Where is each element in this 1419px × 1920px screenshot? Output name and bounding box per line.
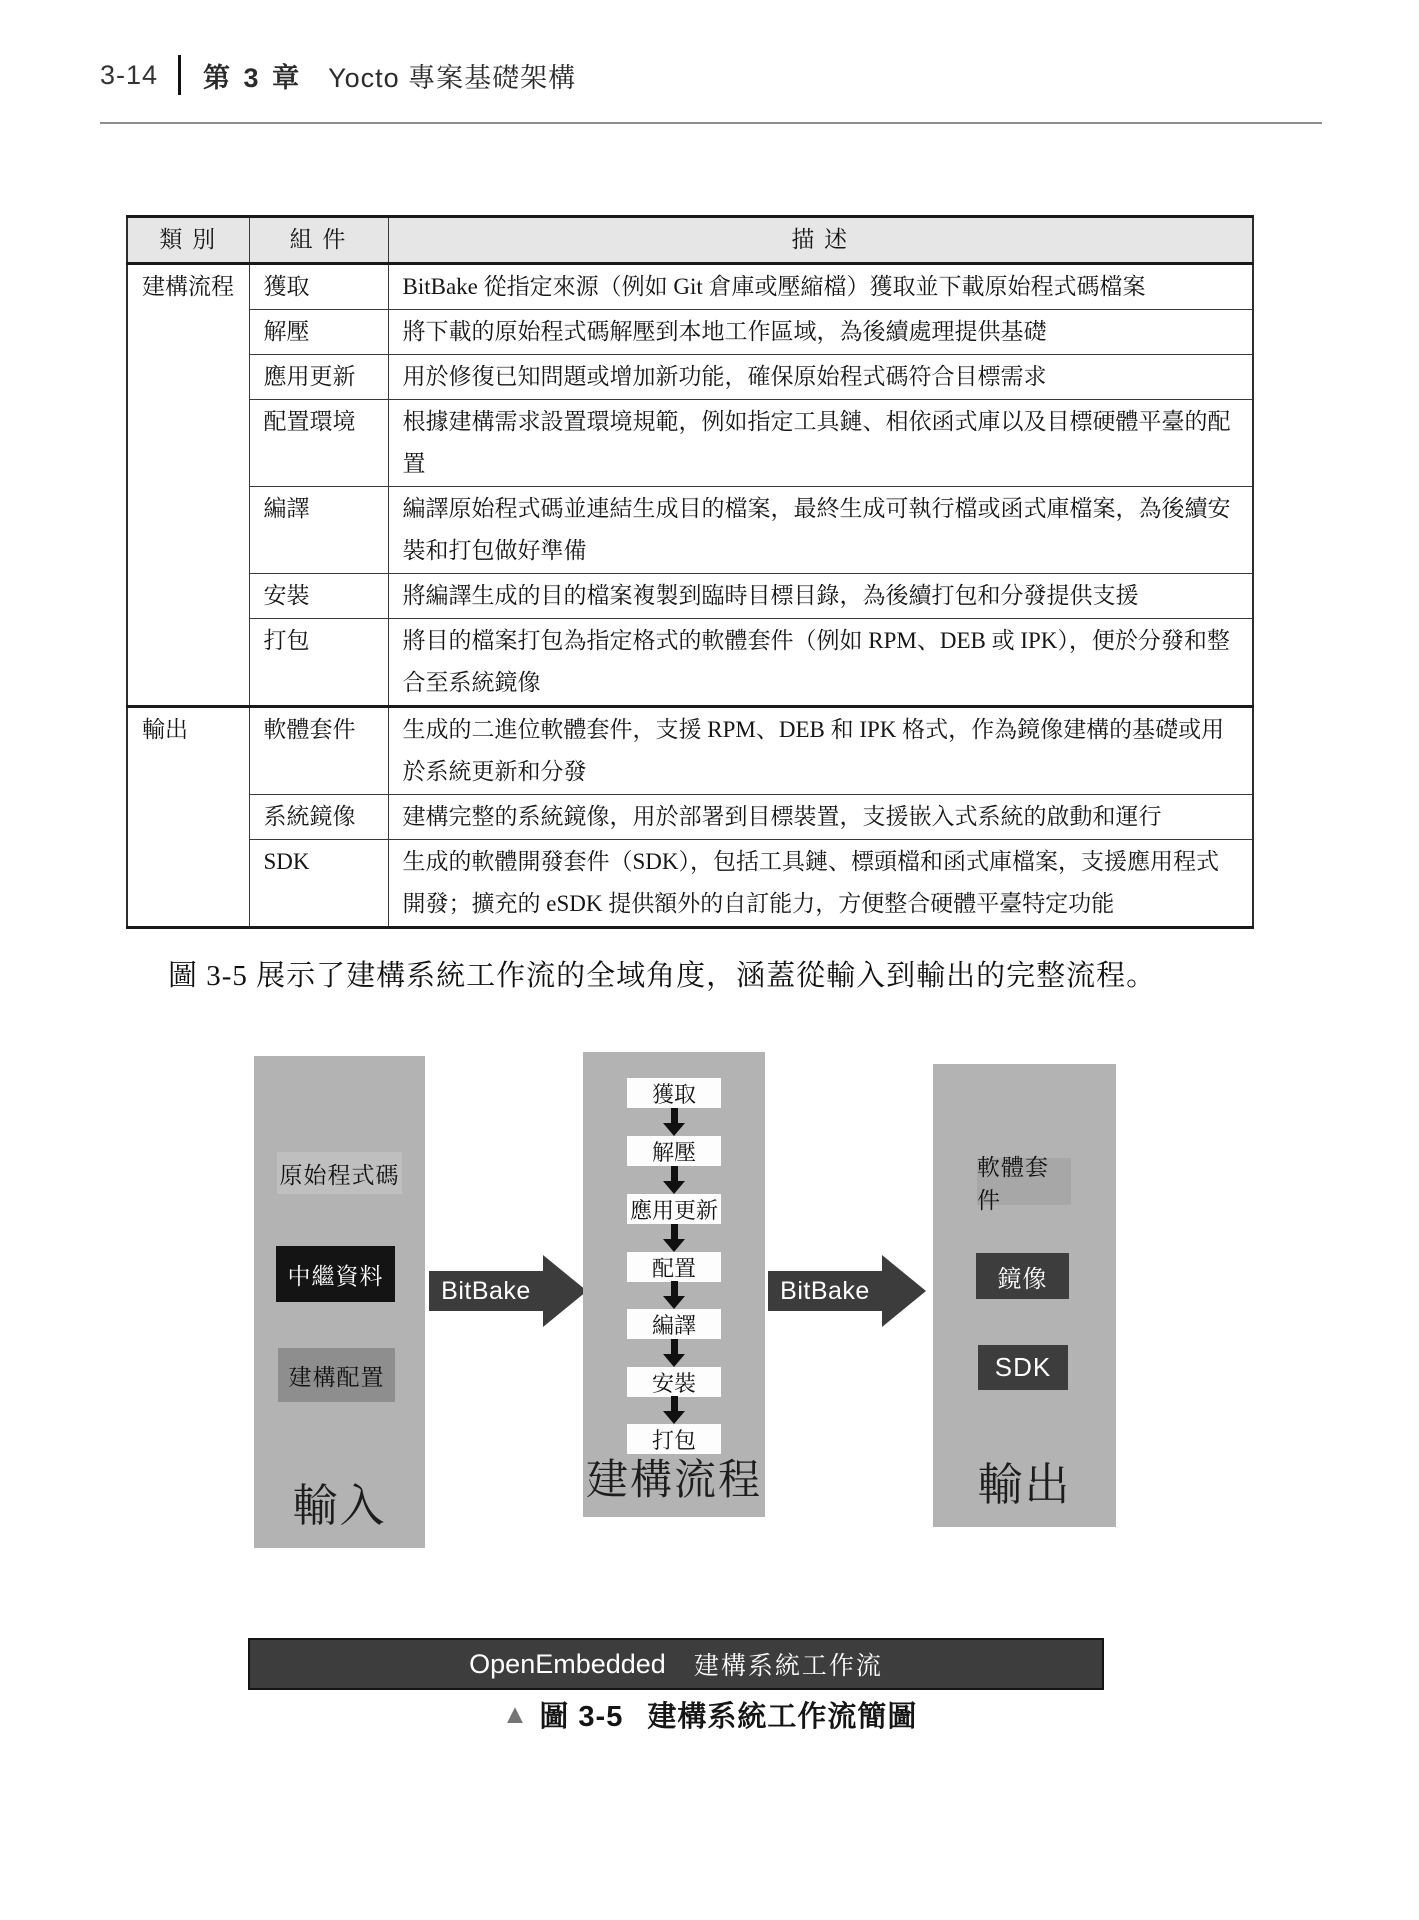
- source-code-label: 原始程式碼: [277, 1152, 402, 1194]
- down-arrow-icon: [663, 1396, 685, 1424]
- description-cell: 根據建構需求設置環境規範，例如指定工具鏈、相依函式庫以及目標硬體平臺的配置: [388, 400, 1253, 487]
- step-box: 編譯: [627, 1309, 721, 1339]
- components-table: [126, 215, 1254, 929]
- component-cell: SDK: [249, 840, 388, 928]
- build-config-box: 建構配置: [278, 1348, 395, 1402]
- table-header-row: [127, 217, 1253, 264]
- description-cell: 建構完整的系統鏡像，用於部署到目標裝置，支援嵌入式系統的啟動和運行: [388, 795, 1253, 840]
- process-panel: [583, 1052, 765, 1517]
- table-row: [127, 400, 1253, 487]
- figure-caption: [0, 1694, 1419, 1735]
- step-box: 應用更新: [627, 1194, 721, 1224]
- output-title: 輸出: [977, 1459, 1072, 1510]
- down-arrow-icon: [663, 1339, 685, 1367]
- description-cell: 用於修復已知問題或增加新功能，確保原始程式碼符合目標需求: [388, 355, 1253, 400]
- step-box: 配置: [627, 1252, 721, 1282]
- component-cell: 系統鏡像: [249, 795, 388, 840]
- header-divider: [178, 55, 181, 95]
- description-cell: 將編譯生成的目的檔案複製到臨時目標目錄，為後續打包和分發提供支援: [388, 574, 1253, 619]
- component-cell: 打包: [249, 619, 388, 707]
- table-row: [127, 840, 1253, 928]
- chapter-label: 第 3 章: [203, 62, 303, 93]
- chapter-title: Yocto 專案基礎架構: [328, 62, 577, 93]
- component-cell: 軟體套件: [249, 707, 388, 795]
- table-row: [127, 310, 1253, 355]
- page-number: 3-14: [100, 59, 159, 90]
- component-cell: 配置環境: [249, 400, 388, 487]
- description-cell: 生成的二進位軟體套件，支援 RPM、DEB 和 IPK 格式，作為鏡像建構的基礎或用於系統更新和分發: [388, 707, 1253, 795]
- component-cell: 解壓: [249, 310, 388, 355]
- output-panel: [933, 1064, 1116, 1527]
- banner-text-zh: 建構系統工作流: [693, 1652, 883, 1680]
- table-row: [127, 355, 1253, 400]
- bitbake-arrow: [768, 1255, 926, 1327]
- metadata-box: 中繼資料: [276, 1246, 395, 1302]
- category-cell: 輸出: [127, 707, 249, 928]
- process-title: 建構流程: [585, 1456, 762, 1503]
- down-arrow-icon: [663, 1108, 685, 1136]
- banner-text-en: OpenEmbedded: [469, 1648, 666, 1679]
- header-rule: [100, 122, 1322, 124]
- input-panel: [254, 1056, 425, 1548]
- image-box: 鏡像: [976, 1253, 1069, 1299]
- step-box: 安裝: [627, 1367, 721, 1397]
- input-title: 輸入: [292, 1480, 387, 1531]
- description-cell: 生成的軟體開發套件（SDK），包括工具鏈、標頭檔和函式庫檔案，支援應用程式開發；擴充的 eSDK 提供額外的自訂能力，方便整合硬體平臺特定功能: [388, 840, 1253, 928]
- component-cell: 應用更新: [249, 355, 388, 400]
- description-cell: BitBake 從指定來源（例如 Git 倉庫或壓縮檔）獲取並下載原始程式碼檔案: [388, 264, 1253, 310]
- category-cell: 建構流程: [127, 264, 249, 707]
- table-row: [127, 574, 1253, 619]
- down-arrow-icon: [663, 1166, 685, 1194]
- caption-figure-number: 圖 3-5: [539, 1701, 624, 1733]
- arrow-head-icon: [543, 1255, 587, 1327]
- step-box: 打包: [627, 1424, 721, 1454]
- step-box: 獲取: [627, 1078, 721, 1108]
- caption-triangle-icon: ▲: [501, 1699, 530, 1729]
- bitbake-arrow-label: BitBake: [429, 1271, 543, 1311]
- bitbake-arrow-label: BitBake: [768, 1271, 882, 1311]
- description-cell: 編譯原始程式碼並連結生成目的檔案，最終生成可執行檔或函式庫檔案，為後續安裝和打包做好準備: [388, 487, 1253, 574]
- table-row: [127, 707, 1253, 795]
- description-cell: 將目的檔案打包為指定格式的軟體套件（例如 RPM、DEB 或 IPK），便於分發和整合至系統鏡像: [388, 619, 1253, 707]
- column-header-category: 類 別: [127, 217, 249, 264]
- caption-text: 建構系統工作流簡圖: [647, 1701, 918, 1733]
- body-paragraph: 圖 3-5 展示了建構系統工作流的全域角度，涵蓋從輸入到輸出的完整流程。: [168, 960, 1157, 992]
- description-cell: 將下載的原始程式碼解壓到本地工作區域，為後續處理提供基礎: [388, 310, 1253, 355]
- sdk-box: SDK: [978, 1345, 1068, 1390]
- page-header: [100, 55, 576, 95]
- down-arrow-icon: [663, 1281, 685, 1309]
- arrow-head-icon: [882, 1255, 926, 1327]
- table-row: [127, 264, 1253, 310]
- table-row: [127, 795, 1253, 840]
- bitbake-arrow: [429, 1255, 587, 1327]
- component-cell: 獲取: [249, 264, 388, 310]
- step-box: 解壓: [627, 1136, 721, 1166]
- column-header-component: 組 件: [249, 217, 388, 264]
- column-header-description: 描 述: [388, 217, 1253, 264]
- down-arrow-icon: [663, 1224, 685, 1252]
- component-cell: 編譯: [249, 487, 388, 574]
- package-label: 軟體套件: [977, 1158, 1071, 1205]
- component-cell: 安裝: [249, 574, 388, 619]
- workflow-banner: [248, 1638, 1104, 1690]
- table-row: [127, 487, 1253, 574]
- table-row: [127, 619, 1253, 707]
